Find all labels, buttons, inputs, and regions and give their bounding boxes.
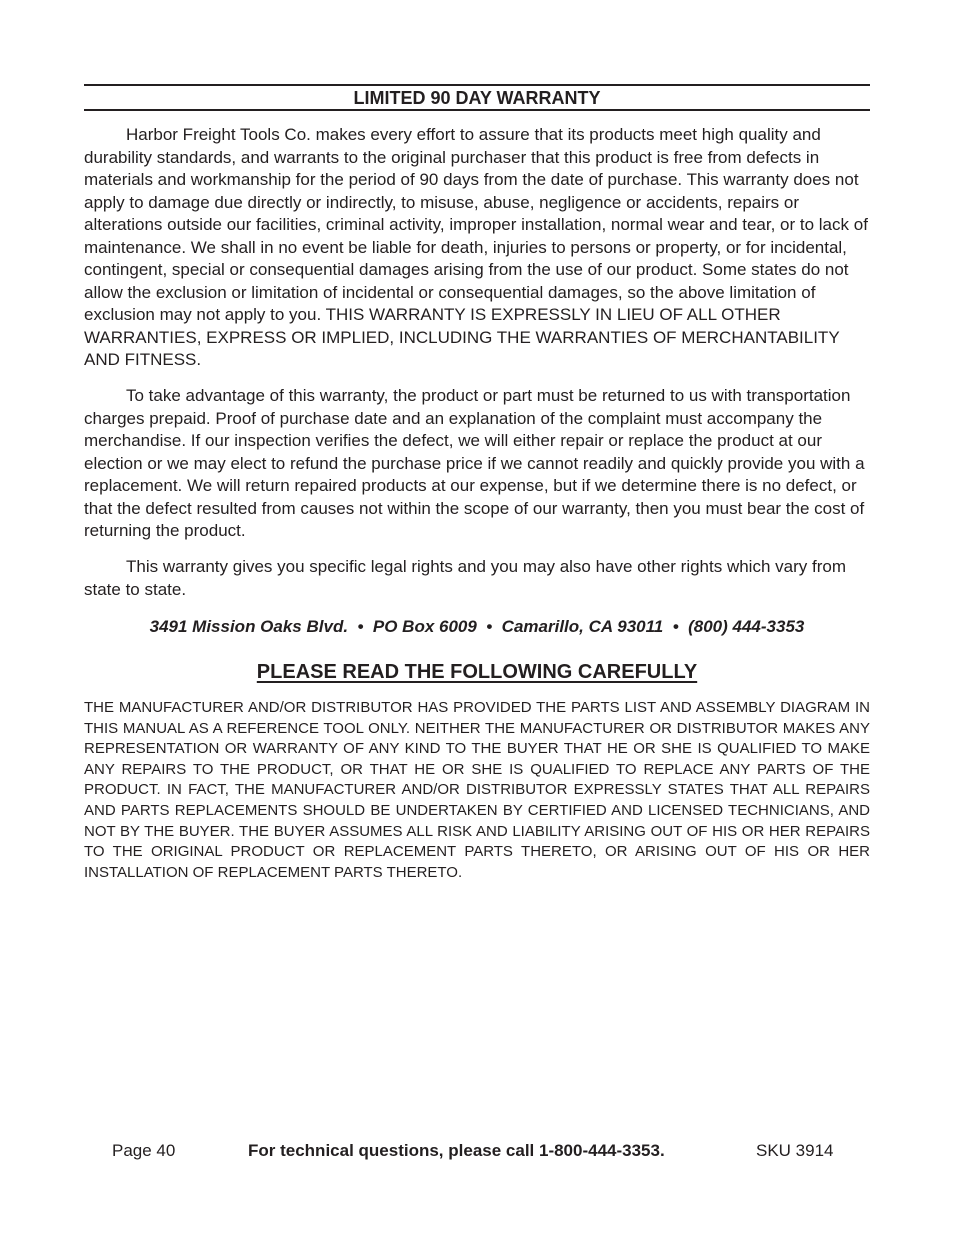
page-number: Page 40 [112,1141,176,1160]
warranty-paragraph-rights: This warranty gives you specific legal rights and you may also have other rights which vary from state to state. [84,557,846,599]
warranty-body [84,124,870,615]
sku-number: SKU 3914 [756,1141,834,1160]
notice-body: THE MANUFACTURER AND/OR DISTRIBUTOR HAS PROVIDED THE PARTS LIST AND ASSEMBLY DIAGRAM IN THIS MANUAL AS A REFERENCE TOOL ONLY. NEITHER THE MANUFACTURER OR DISTRIBUTOR MAKES ANY REPRESENTATION OR WARRANTY OF ANY KIND TO THE BUYER THAT HE OR SHE IS QUALIFIED TO MAKE ANY REPAIRS TO THE PRODUCT, OR THAT HE OR SHE IS QUALIFIED TO REPLACE ANY PARTS OF THE PRODUCT. IN FACT, THE MANUFACTURER AND/OR DISTRIBUTOR EXPRESSLY STATES THAT ALL REPAIRS AND PARTS REPLACEMENTS SHOULD BE UNDERTAKEN BY CERTIFIED AND LICENSED TECHNICIANS, AND NOT BY THE BUYER. THE BUYER ASSUMES ALL RISK AND LIABILITY ARISING OUT OF HIS OR HER REPAIRS TO THE ORIGINAL PRODUCT OR REPLACEMENT PARTS THERETO, OR ARISING OUT OF HIS OR HER INSTALLATION OF REPLACEMENT PARTS THERETO. [84,699,870,881]
warranty-title: LIMITED 90 DAY WARRANTY [353,88,601,108]
warranty-paragraph-coverage: Harbor Freight Tools Co. makes every effort to assure that its products meet high quality and durability standards, and warrants to the original purchaser that this product is free from defects in materials and workmanship for the period of 90 days from the date of purchase. This warranty does not apply to damage due directly or indirectly, to misuse, abuse, negligence or accidents, repairs or alterations outside our facilities, criminal activity, improper installation, normal wear and tear, or to lack of maintenance. We shall in no event be liable for death, injuries to persons or property, or for incidental, contingent, special or consequential damages arising from the use of our product. Some states do not allow the exclusion or limitation of incidental or consequential damages, so the above limitation of exclusion may not apply to you. THIS WARRANTY IS EXPRESSLY IN LIEU OF ALL OTHER WARRANTIES, EXPRESS OR IMPLIED, INCLUDING THE WARRANTIES OF MERCHANTABILITY AND FITNESS. [84,125,868,369]
notice-title [84,660,870,684]
warranty-header-rule [84,84,870,111]
notice-title-text: PLEASE READ THE FOLLOWING CAREFULLY [256,661,698,683]
company-address: 3491 Mission Oaks Blvd. • PO Box 6009 • Camarillo, CA 93011 • (800) 444-3353 [149,617,805,636]
technical-support-line: For technical questions, please call 1-800-444-3353. [248,1141,665,1160]
warranty-paragraph-returns: To take advantage of this warranty, the product or part must be returned to us with transportation charges prepaid. Proof of purchase date and an explanation of the complaint must accompany the merchandise. If our inspection verifies the defect, we will either repair or replace the product at our election or we may elect to refund the purchase price if we cannot readily and quickly provide you with a replacement. We will return repaired products at our expense, but if we determine there is no defect, or that the defect resulted from causes not within the scope of our warranty, then you must bear the cost of returning the product. [84,386,865,540]
